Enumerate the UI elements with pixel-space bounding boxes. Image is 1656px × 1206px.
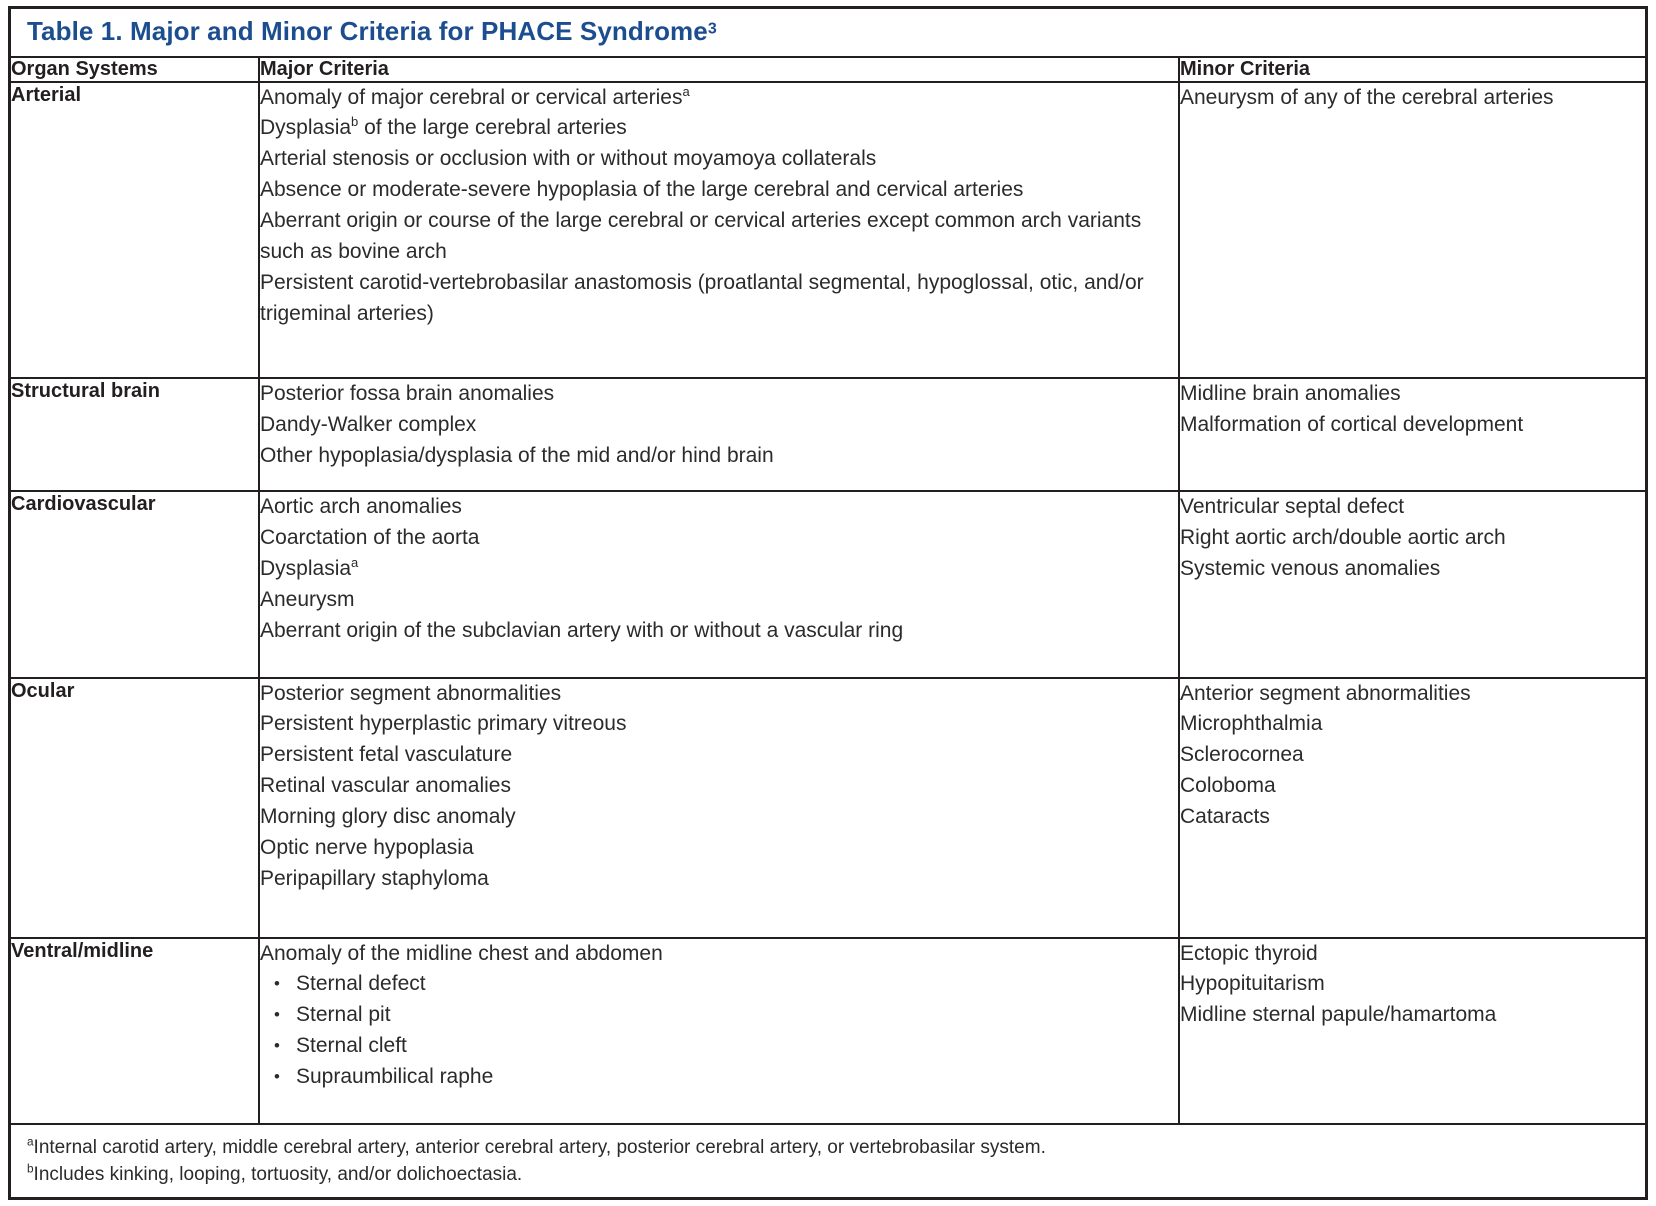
- major-criteria-cell: [259, 678, 1179, 938]
- major-criteria-item: Persistent carotid-vertebrobasilar anastomosis (proatlantal segmental, hypoglossal, otic, and/or trigeminal arteries): [260, 270, 1144, 325]
- minor-criteria-item: Systemic venous anomalies: [1180, 556, 1441, 580]
- minor-criteria-item: Ventricular septal defect: [1180, 495, 1405, 519]
- table-header: [11, 58, 1645, 82]
- major-criteria-bullet-item: • Sternal defect: [260, 969, 1178, 1000]
- organ-system-cell: Cardiovascular: [11, 491, 259, 677]
- major-criteria-item: Other hypoplasia/dysplasia of the mid and/or hind brain: [260, 444, 774, 468]
- minor-criteria-item: Ectopic thyroid: [1180, 941, 1318, 965]
- minor-criteria-item: Hypopituitarism: [1180, 972, 1325, 996]
- major-criteria-item: Aneurysm: [260, 587, 355, 611]
- footnote: $^a$Internal carotid artery, middle cerebral artery, anterior cerebral artery, posterior cerebral artery, or vertebrobasilar system.: [27, 1135, 1046, 1159]
- major-criteria-bullet-item: • Sternal pit: [260, 1000, 1178, 1031]
- major-criteria-item: Anomaly of the midline chest and abdomen: [260, 941, 663, 965]
- table-frame: [8, 6, 1648, 1200]
- major-criteria-bullet-item: • Supraumbilical raphe: [260, 1062, 1178, 1093]
- major-criteria-item: Optic nerve hypoplasia: [260, 835, 474, 859]
- minor-criteria-item: Midline brain anomalies: [1180, 382, 1401, 406]
- footnote-marker-b: b: [351, 114, 359, 130]
- minor-criteria-item: Cataracts: [1180, 805, 1270, 829]
- minor-criteria-item: Malformation of cortical development: [1180, 413, 1524, 437]
- major-criteria-item: Aberrant origin of the subclavian artery with or without a vascular ring: [260, 618, 904, 642]
- table-row: [11, 378, 1645, 491]
- major-criteria-cell: [259, 82, 1179, 379]
- footnote-marker-a: a: [682, 83, 690, 99]
- major-criteria-item: Dysplasia$^a$: [260, 554, 359, 580]
- major-criteria-item: Coarctation of the aorta: [260, 526, 480, 550]
- organ-system-cell: Ocular: [11, 678, 259, 938]
- footnote-marker-a: a: [351, 554, 359, 570]
- minor-criteria-cell: [1179, 678, 1645, 938]
- minor-criteria-item: Anterior segment abnormalities: [1180, 681, 1471, 705]
- major-criteria-item: Aberrant origin or course of the large cerebral or cervical arteries except common arch variants such as bovine arch: [260, 209, 1142, 263]
- table-row: [11, 938, 1645, 1124]
- organ-system-cell: Ventral/midline: [11, 938, 259, 1124]
- minor-criteria-cell: [1179, 491, 1645, 677]
- footnote-marker-b: b: [27, 1162, 34, 1176]
- table-title-bar: [11, 9, 1645, 58]
- major-criteria-cell: [259, 378, 1179, 491]
- organ-system-cell: Arterial: [11, 82, 259, 379]
- minor-criteria-cell: [1179, 82, 1645, 379]
- major-criteria-item: Retinal vascular anomalies: [260, 774, 511, 798]
- major-criteria-item: Arterial stenosis or occlusion with or without moyamoya collaterals: [260, 147, 877, 171]
- minor-criteria-item: Microphthalmia: [1180, 712, 1323, 736]
- major-criteria-item: Persistent hyperplastic primary vitreous: [260, 712, 627, 736]
- minor-criteria-item: Aneurysm of any of the cerebral arteries: [1180, 85, 1554, 109]
- footnote-marker-a: a: [27, 1135, 34, 1149]
- column-header-minor-criteria: Minor Criteria: [1179, 58, 1645, 82]
- table-body: [11, 82, 1645, 1124]
- minor-criteria-cell: [1179, 938, 1645, 1124]
- organ-system-cell: Structural brain: [11, 378, 259, 491]
- column-header-organ-systems: Organ Systems: [11, 58, 259, 82]
- major-criteria-item: Posterior fossa brain anomalies: [260, 382, 555, 406]
- major-criteria-item: Absence or moderate-severe hypoplasia of the large cerebral and cervical arteries: [260, 178, 1024, 202]
- major-criteria-item: Morning glory disc anomaly: [260, 805, 516, 829]
- page-title: Table 1. Major and Minor Criteria for PHACE Syndrome: [27, 16, 708, 46]
- major-criteria-item: Persistent fetal vasculature: [260, 743, 513, 767]
- major-criteria-bullet-list: [260, 969, 1178, 1092]
- major-criteria-cell: [259, 938, 1179, 1124]
- criteria-table: [11, 58, 1645, 1125]
- major-criteria-item: Aortic arch anomalies: [260, 495, 462, 519]
- minor-criteria-item: Coloboma: [1180, 774, 1276, 798]
- table-row: [11, 491, 1645, 677]
- major-criteria-cell: [259, 491, 1179, 677]
- table-footnotes: [11, 1125, 1645, 1197]
- minor-criteria-item: Sclerocornea: [1180, 743, 1304, 767]
- major-criteria-bullet-item: • Sternal cleft: [260, 1031, 1178, 1062]
- table-row: [11, 678, 1645, 938]
- major-criteria-item: Peripapillary staphyloma: [260, 866, 489, 890]
- minor-criteria-item: Right aortic arch/double aortic arch: [1180, 526, 1506, 550]
- table-row: [11, 82, 1645, 379]
- minor-criteria-cell: [1179, 378, 1645, 491]
- major-criteria-item: Dandy-Walker complex: [260, 413, 477, 437]
- major-criteria-item: Anomaly of major cerebral or cervical arteries$^a$: [260, 83, 690, 109]
- major-criteria-item: Posterior segment abnormalities: [260, 681, 562, 705]
- column-header-major-criteria: Major Criteria: [259, 58, 1179, 82]
- minor-criteria-item: Midline sternal papule/hamartoma: [1180, 1003, 1497, 1027]
- title-reference-superscript: 3: [707, 20, 717, 38]
- footnote: $^b$Includes kinking, looping, tortuosity, and/or dolichoectasia.: [27, 1162, 523, 1186]
- header-row: [11, 58, 1645, 82]
- major-criteria-item: Dysplasia$^b$ of the large cerebral arteries: [260, 114, 627, 140]
